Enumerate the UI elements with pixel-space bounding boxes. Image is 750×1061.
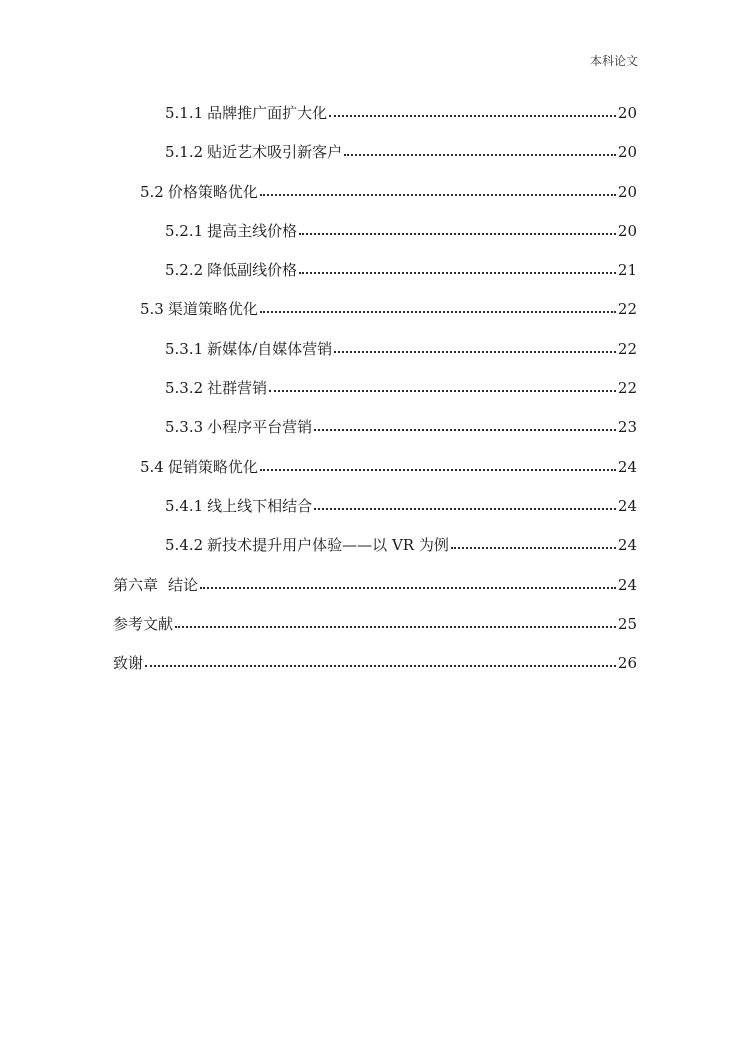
toc-entry-title: 价格策略优化 — [167, 182, 258, 201]
toc-entry-page: 23 — [617, 418, 637, 437]
toc-entry-page: 24 — [617, 457, 637, 476]
toc-entry[interactable] — [113, 214, 637, 253]
toc-entry-references[interactable] — [113, 607, 637, 646]
toc-entry-title: 渠道策略优化 — [167, 300, 258, 319]
dot-leader — [175, 615, 616, 629]
toc-entry-title: 提高主线价格 — [207, 221, 298, 240]
dot-leader — [344, 143, 616, 157]
dot-leader — [314, 497, 616, 511]
toc-entry-page: 20 — [617, 104, 637, 122]
toc-entry[interactable] — [113, 332, 637, 371]
toc-entry-number: 5.1.1 — [165, 104, 204, 122]
toc-entry-title: 小程序平台营销 — [207, 418, 313, 437]
toc-entry-title: 社群营销 — [207, 379, 268, 398]
toc-entry-page: 22 — [617, 339, 637, 358]
toc-entry[interactable] — [113, 450, 637, 489]
toc-entry-title: 结论 — [168, 575, 199, 594]
toc-entry-page: 26 — [617, 654, 637, 673]
toc-entry-page: 20 — [617, 221, 637, 240]
toc-entry-page: 24 — [617, 496, 637, 515]
dot-leader — [451, 536, 616, 550]
dot-leader — [299, 261, 616, 275]
toc-entry-number: 5.3.2 — [165, 379, 204, 398]
toc-entry-title: 线上线下相结合 — [207, 496, 313, 515]
toc-entry-title: 致谢 — [113, 654, 144, 673]
toc-entry-number: 5.4.1 — [165, 496, 204, 515]
dot-leader — [334, 340, 616, 354]
toc-entry-page: 20 — [617, 143, 637, 162]
dot-leader — [329, 104, 616, 118]
dot-leader — [260, 458, 616, 472]
dot-leader — [299, 222, 616, 236]
dot-leader — [145, 654, 616, 668]
dot-leader — [260, 300, 616, 314]
page-header: 本科论文 — [589, 54, 638, 68]
toc-entry-number: 5.3.1 — [165, 339, 204, 358]
toc-entry-chapter[interactable] — [113, 568, 637, 607]
toc-entry-number: 第六章 — [113, 575, 159, 594]
toc-entry-page: 22 — [617, 379, 637, 398]
toc-entry-title: 品牌推广面扩大化 — [207, 104, 328, 122]
toc-entry-number: 5.2.2 — [165, 261, 204, 280]
toc-entry[interactable] — [113, 410, 637, 449]
toc-entry-page: 24 — [617, 536, 637, 555]
dot-leader — [260, 183, 616, 197]
toc-entry[interactable] — [113, 292, 637, 331]
dot-leader — [314, 418, 616, 432]
toc-entry-number: 5.2.1 — [165, 221, 204, 240]
toc-entry[interactable] — [113, 528, 637, 567]
toc-entry-page: 24 — [617, 575, 637, 594]
toc-entry-page: 25 — [617, 614, 637, 633]
toc-entry-acknowledgements[interactable] — [113, 646, 637, 685]
toc-entry-number: 5.4 — [140, 457, 164, 476]
toc-entry-title: 新媒体/自媒体营销 — [207, 339, 333, 358]
toc-entry-title: 参考文献 — [113, 614, 174, 633]
toc-entry[interactable] — [113, 489, 637, 528]
toc-entry-title: 降低副线价格 — [207, 261, 298, 280]
dot-leader — [200, 576, 616, 590]
toc-entry-number: 5.2 — [140, 182, 164, 201]
toc-entry[interactable] — [113, 175, 637, 214]
table-of-contents — [113, 96, 637, 685]
dot-leader — [269, 379, 616, 393]
toc-entry[interactable] — [113, 135, 637, 174]
toc-entry-number: 5.1.2 — [165, 143, 204, 162]
toc-entry[interactable] — [113, 371, 637, 410]
toc-entry-number: 5.3.3 — [165, 418, 204, 437]
toc-entry-title: 新技术提升用户体验——以 VR 为例 — [207, 536, 449, 555]
toc-entry-page: 21 — [617, 261, 637, 280]
toc-entry-number: 5.4.2 — [165, 536, 204, 555]
toc-entry-page: 20 — [617, 182, 637, 201]
toc-entry[interactable] — [113, 253, 637, 292]
toc-entry-title: 贴近艺术吸引新客户 — [207, 143, 343, 162]
toc-entry-page: 22 — [617, 300, 637, 319]
toc-entry-title: 促销策略优化 — [167, 457, 258, 476]
toc-entry-number: 5.3 — [140, 300, 164, 319]
toc-entry[interactable] — [113, 96, 637, 135]
